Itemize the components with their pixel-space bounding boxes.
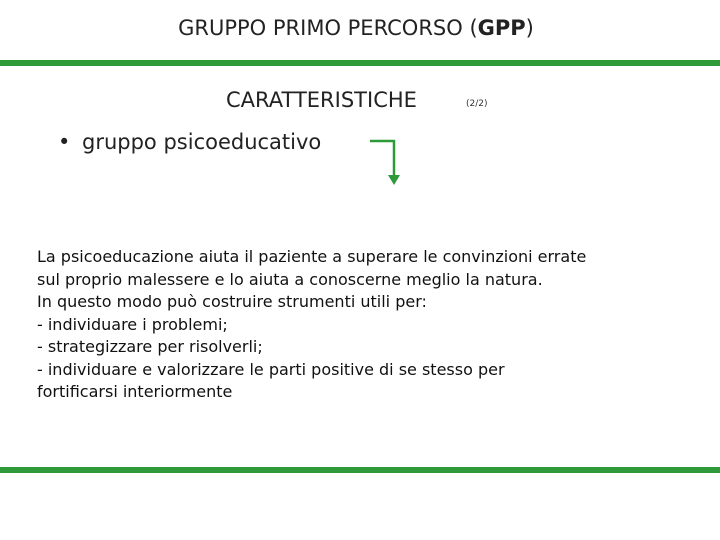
title-prefix: GRUPPO PRIMO PERCORSO ( — [178, 16, 478, 40]
body-line: sul proprio malessere e lo aiuta a conoscerne meglio la natura. — [37, 269, 543, 289]
bullet-marker: • — [58, 130, 71, 154]
bullet-text: gruppo psicoeducativo — [82, 130, 322, 154]
body-line: - individuare i problemi; — [37, 314, 228, 334]
body-paragraph — [37, 246, 697, 404]
body-line: - individuare e valorizzare le parti positive di se stesso per — [37, 359, 505, 379]
body-line: - strategizzare per risolverli; — [37, 337, 263, 356]
top-divider — [0, 60, 720, 66]
list-item — [58, 130, 321, 154]
bottom-divider — [0, 467, 720, 473]
body-line: La psicoeducazione aiuta il paziente a superare le convinzioni errate — [37, 247, 587, 266]
body-line: In questo modo può costruire strumenti utili per: — [37, 292, 427, 311]
section-page-note: (2/2) — [466, 99, 488, 109]
section-heading: CARATTERISTICHE — [226, 88, 417, 112]
title-suffix: ) — [525, 16, 534, 40]
bent-arrow-down-icon — [368, 138, 402, 186]
title-acronym: GPP — [477, 16, 526, 40]
body-line: fortificarsi interiormente — [37, 382, 233, 401]
page-title — [0, 16, 712, 40]
